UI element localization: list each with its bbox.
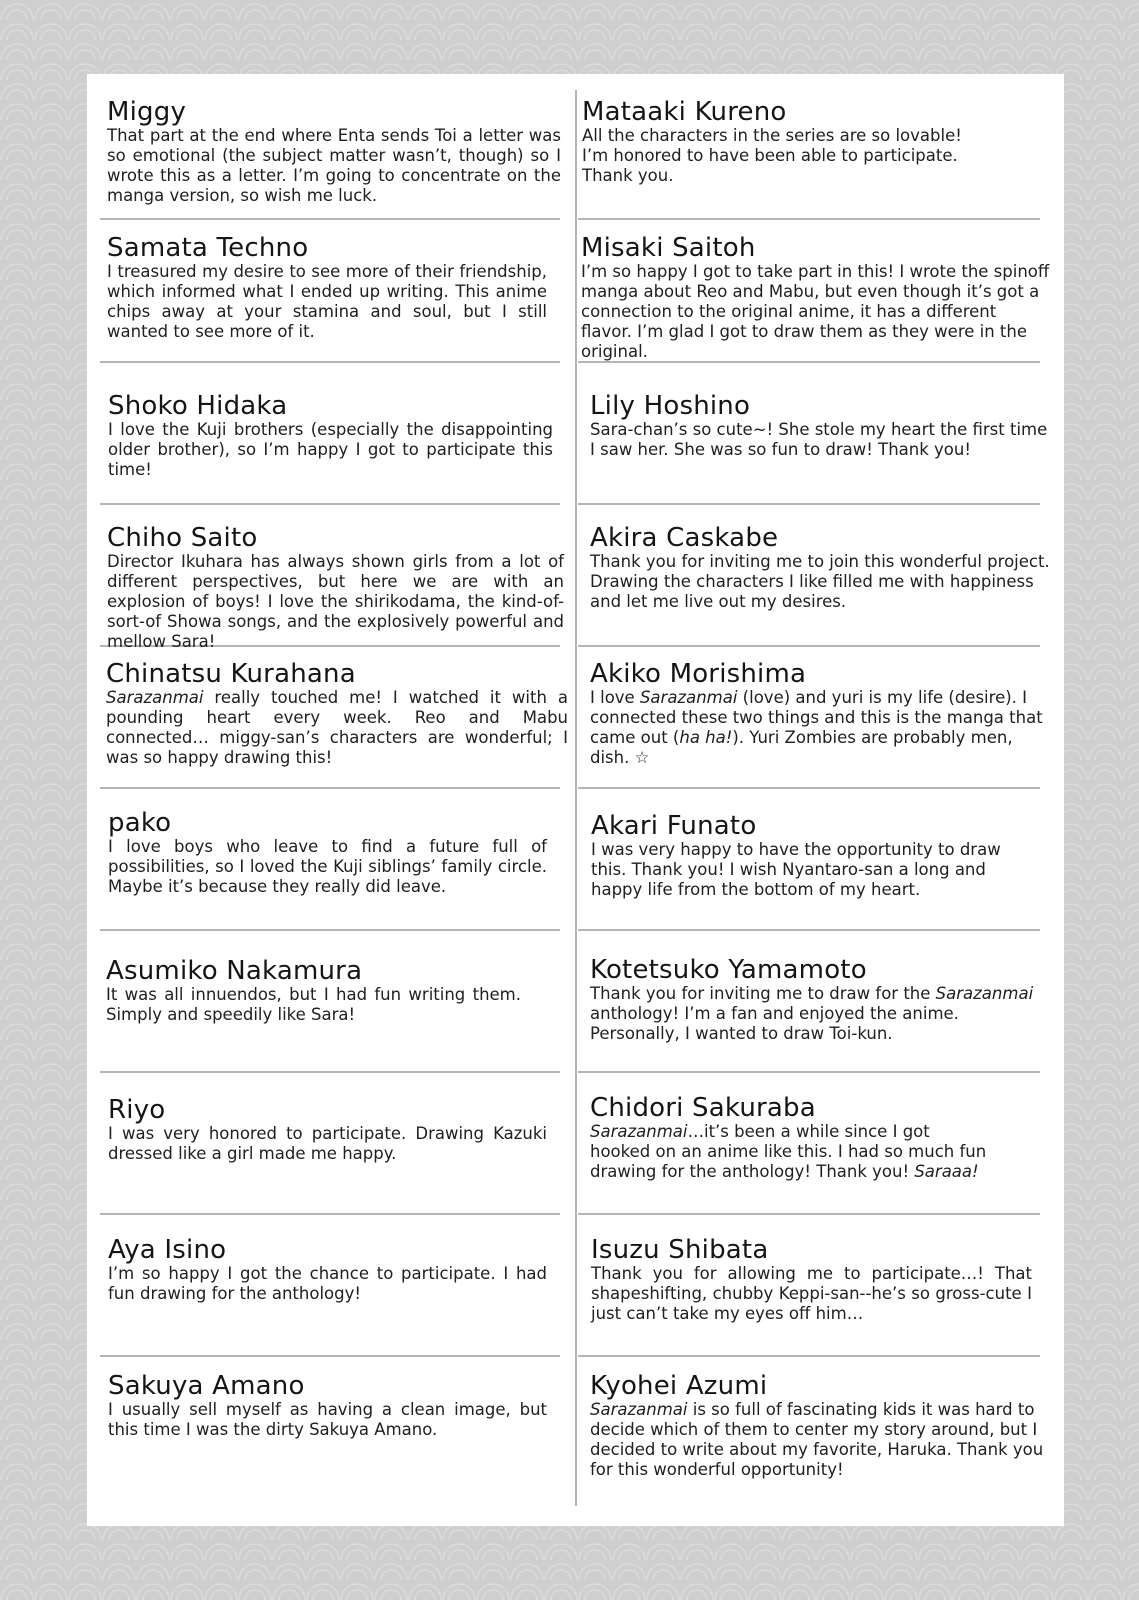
row-rule	[100, 503, 560, 505]
author-name: Kyohei Azumi	[590, 1371, 768, 1401]
row-rule	[578, 1213, 1040, 1215]
message-text: anthology! I’m a fan and enjoyed the anime. Personally, I wanted to draw Toi-kun.	[590, 1004, 959, 1043]
author-message: I’m so happy I got to take part in this! I wrote the spinoff manga about Reo and Mabu, but even though it’s got a connection to the original anime, it has a different flavor. I’m glad I got to draw them as they were in the original.	[581, 262, 1050, 361]
author-name: pako	[108, 808, 172, 838]
row-rule	[578, 645, 1040, 647]
title-italic: Sarazanmai	[106, 688, 204, 707]
row-rule	[578, 929, 1040, 931]
row-rule	[578, 787, 1040, 789]
row-rule	[100, 787, 560, 789]
row-rule	[100, 929, 560, 931]
comment-entry	[590, 1094, 994, 1182]
comment-entry	[590, 524, 1050, 612]
author-name: Chidori Sakuraba	[590, 1093, 816, 1123]
comment-entry	[590, 660, 1044, 768]
author-message: I’m so happy I got the chance to participate. I had fun drawing for the anthology!	[108, 1264, 547, 1303]
author-message	[590, 1122, 994, 1182]
author-name: Akari Funato	[591, 811, 757, 841]
message-text: Thank you for inviting me to draw for the	[590, 984, 936, 1003]
comment-entry	[108, 392, 553, 480]
author-name: Shoko Hidaka	[108, 391, 288, 421]
author-message	[590, 688, 1044, 768]
afterword-page	[87, 74, 1064, 1526]
author-name: Kotetsuko Yamamoto	[590, 955, 867, 985]
author-message: I was very honored to participate. Drawing Kazuki dressed like a girl made me happy.	[108, 1124, 547, 1163]
comment-entry	[107, 234, 547, 342]
author-message	[106, 688, 568, 768]
author-message: All the characters in the series are so lovable! I’m honored to have been able to participate. Thank you.	[582, 126, 962, 185]
column-divider	[575, 90, 577, 1506]
author-message	[590, 984, 1044, 1044]
author-name: Sakuya Amano	[108, 1371, 305, 1401]
message-text: I love	[590, 688, 640, 707]
author-message: Director Ikuhara has always shown girls from a lot of different perspectives, but here we are with an explosion of boys! I love the shirikodama, the kind-of-sort-of Showa songs, and the explosively powerful and mellow Sara!	[107, 552, 564, 651]
author-message: Thank you for allowing me to participate…! That shapeshifting, chubby Keppi-san--he’s so gross-cute I just can’t take my eyes off him…	[591, 1264, 1032, 1323]
author-name: Asumiko Nakamura	[106, 956, 363, 986]
author-name: Samata Techno	[107, 233, 309, 263]
author-message: It was all innuendos, but I had fun writing them. Simply and speedily like Sara!	[106, 985, 521, 1024]
comment-entry	[590, 1372, 1048, 1480]
comment-entry	[591, 1236, 1032, 1324]
comment-entry	[108, 1096, 547, 1164]
row-rule	[578, 1071, 1040, 1073]
row-rule	[100, 1355, 560, 1357]
comment-entry	[106, 660, 568, 768]
comment-entry	[590, 956, 1044, 1044]
author-name: Lily Hoshino	[590, 391, 751, 421]
author-name: Miggy	[107, 97, 187, 127]
author-name: Misaki Saitoh	[581, 233, 756, 263]
author-name: Chiho Saito	[107, 523, 258, 553]
author-message: Sara-chan’s so cute~! She stole my heart the first time I saw her. She was so fun to draw! Thank you!	[590, 420, 1048, 459]
author-name: Akira Caskabe	[590, 523, 779, 553]
row-rule	[100, 361, 560, 363]
row-rule	[100, 1071, 560, 1073]
message-text: (love) and yuri is my life (desire). I connected these two things and this is the manga that came out (	[590, 688, 1043, 747]
comment-entry	[108, 809, 547, 897]
message-text: …it’s been a while since I got hooked on an anime like this. I had so much fun drawing for the anthology! Thank you!	[590, 1122, 987, 1181]
title-italic: Sarazanmai	[935, 984, 1034, 1003]
aside-italic: ha ha!	[679, 728, 733, 747]
author-message: That part at the end where Enta sends Toi a letter was so emotional (the subject matter wasn’t, though) so I wrote this as a letter. I’m going to concentrate on the manga version, so wish me luck.	[107, 126, 561, 205]
comment-entry	[107, 98, 561, 206]
comment-entry	[581, 234, 1050, 362]
row-rule	[578, 1355, 1040, 1357]
title-italic: Sarazanmai	[590, 1400, 688, 1419]
author-message: I was very happy to have the opportunity to draw this. Thank you! I wish Nyantaro-san a long and happy life from the bottom of my heart.	[591, 840, 1001, 899]
message-text: ). Yuri Zombies are probably men, dish. ☆	[590, 728, 1013, 767]
comment-entry	[106, 957, 521, 1025]
author-name: Chinatsu Kurahana	[106, 659, 356, 689]
author-message	[590, 1400, 1048, 1480]
comment-entry	[107, 524, 564, 652]
message-text: really touched me! I watched it with a pounding heart every week. Reo and Mabu connected… miggy-san’s characters are wonderful; I was so happy drawing this!	[106, 688, 568, 767]
row-rule	[578, 503, 1040, 505]
row-rule	[100, 218, 560, 220]
comment-entry	[108, 1372, 547, 1440]
comment-entry	[591, 812, 1034, 900]
author-name: Isuzu Shibata	[591, 1235, 769, 1265]
author-name: Riyo	[108, 1095, 166, 1125]
author-message: Thank you for inviting me to join this wonderful project. Drawing the characters I like filled me with happiness and let me live out my desires.	[590, 552, 1050, 611]
author-message: I usually sell myself as having a clean image, but this time I was the dirty Sakuya Amano.	[108, 1400, 547, 1439]
comment-entry	[108, 1236, 547, 1304]
row-rule	[578, 218, 1040, 220]
author-message: I treasured my desire to see more of their friendship, which informed what I ended up writing. This anime chips away at your stamina and soul, but I still wanted to see more of it.	[107, 262, 547, 341]
author-name: Mataaki Kureno	[582, 97, 787, 127]
aside-italic: Saraaa!	[914, 1162, 979, 1181]
author-message: I love boys who leave to find a future full of possibilities, so I loved the Kuji siblings’ family circle. Maybe it’s because they really did leave.	[108, 837, 547, 896]
row-rule	[100, 1213, 560, 1215]
title-italic: Sarazanmai	[639, 688, 738, 707]
author-name: Aya Isino	[108, 1235, 227, 1265]
author-name: Akiko Morishima	[590, 659, 807, 689]
comment-entry	[590, 392, 1048, 460]
title-italic: Sarazanmai	[590, 1122, 688, 1141]
author-message: I love the Kuji brothers (especially the disappointing older brother), so I’m happy I got to participate this time!	[108, 420, 553, 479]
comment-entry	[582, 98, 984, 186]
message-text: is so full of fascinating kids it was hard to decide which of them to center my story around, but I decided to write about my favorite, Haruka. Thank you for this wonderful opportunity!	[590, 1400, 1044, 1479]
